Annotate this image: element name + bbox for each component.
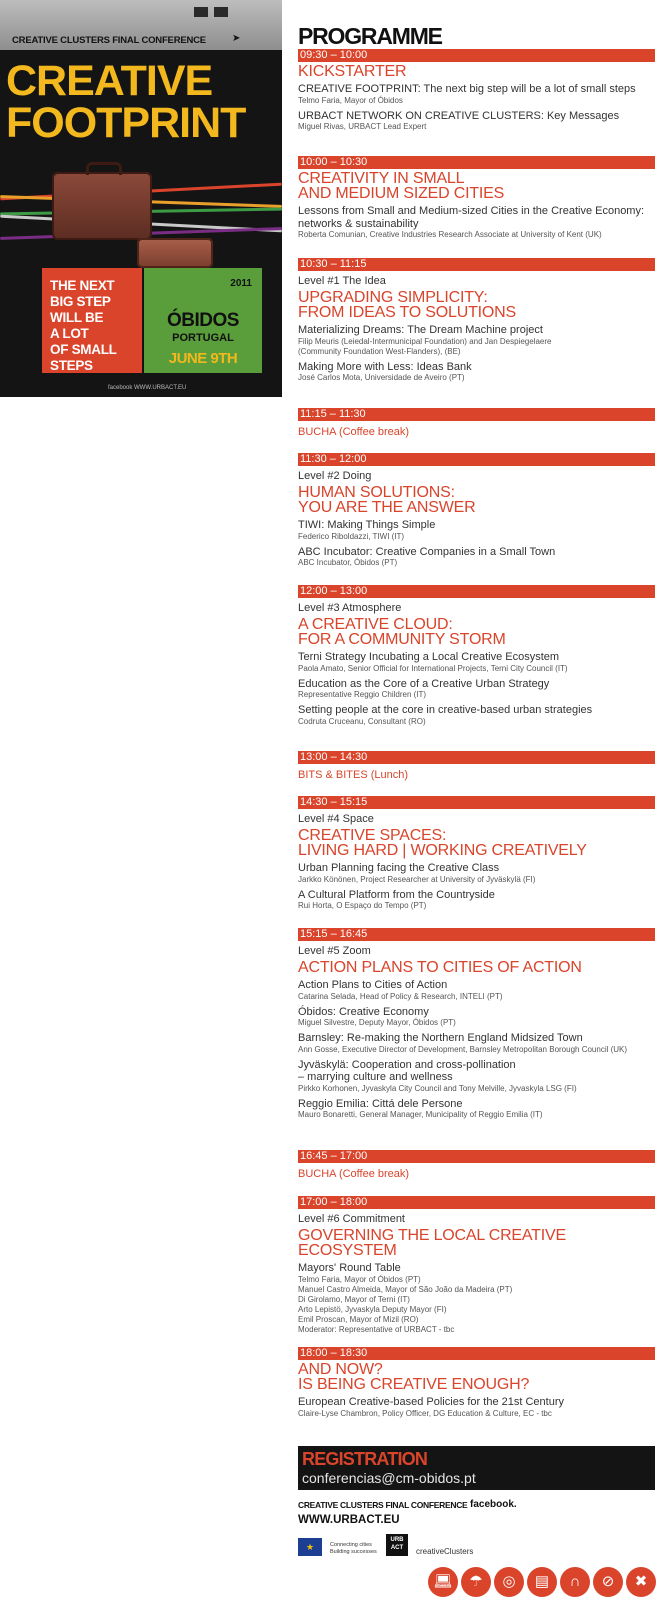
talk-speaker: Claire-Lyse Chambron, Policy Officer, DG Education & Culture, EC - tbc xyxy=(298,1408,552,1418)
session-heading-line: IS BEING CREATIVE ENOUGH? xyxy=(298,1376,530,1393)
talk-title: TIWI: Making Things Simple xyxy=(298,519,436,531)
cursor-arrow-icon: ➤ xyxy=(232,33,241,44)
venue-box xyxy=(144,268,262,373)
talk-speaker: Telmo Faria, Mayor of Óbidos (PT) xyxy=(298,1274,421,1284)
talk xyxy=(298,1059,655,1094)
registration-box xyxy=(298,1446,655,1490)
talk-title: – marrying culture and wellness xyxy=(298,1071,453,1083)
talk-speaker: Jarkko Könönen, Project Researcher at University of Jyväskylä (FI) xyxy=(298,874,536,884)
talk xyxy=(298,678,655,701)
poster-year: 2011 xyxy=(230,278,252,289)
talk-speaker: Miguel Rivas, URBACT Lead Expert xyxy=(298,122,427,131)
talk-title: ABC Incubator: Creative Companies in a Small Town xyxy=(298,545,556,558)
eu-flag-icon xyxy=(194,7,208,17)
level-label: Level #5 Zoom xyxy=(298,945,371,957)
time-bar: 12:00 – 13:00 xyxy=(298,585,655,598)
talk xyxy=(298,361,655,384)
talk xyxy=(298,1262,655,1335)
registration-email[interactable]: conferencias@cm-obidos.pt xyxy=(302,1470,476,1486)
headphones-icon: ∩ xyxy=(560,1567,590,1597)
session-heading-line: ECOSYSTEM xyxy=(298,1242,397,1259)
programme-title: PROGRAMME xyxy=(298,23,442,49)
talk-title: CREATIVE FOOTPRINT: The next big step will be a lot of small steps xyxy=(298,83,636,95)
talk xyxy=(298,704,655,727)
talk-title: European Creative-based Policies for the 21st Century xyxy=(298,1396,564,1408)
time-bar: 14:30 – 15:15 xyxy=(298,796,655,809)
talk xyxy=(298,651,655,674)
talk-title: Urban Planning facing the Creative Class xyxy=(298,862,500,874)
urbact-url[interactable]: WWW.URBACT.EU xyxy=(298,1514,400,1526)
poster-date: JUNE 9TH xyxy=(168,350,238,367)
session-heading-line: LIVING HARD | WORKING CREATIVELY xyxy=(298,842,587,859)
time-bar: 10:30 – 11:15 xyxy=(298,258,655,271)
talk xyxy=(298,1396,655,1419)
session-heading-line: A CREATIVE CLOUD: xyxy=(298,616,453,633)
session-heading-line: CREATIVITY IN SMALL xyxy=(298,170,465,187)
session-heading-line: ACTION PLANS TO CITIES OF ACTION xyxy=(298,959,582,976)
talk xyxy=(298,110,655,133)
session-heading-line: AND NOW? xyxy=(298,1361,383,1378)
talk-speaker: Moderator: Representative of URBACT - tbc xyxy=(298,1324,455,1334)
talk xyxy=(298,83,655,106)
talk-speaker: Catarina Selada, Head of Policy & Research, INTELI (PT) xyxy=(298,991,503,1001)
time-bar: 15:15 – 16:45 xyxy=(298,928,655,941)
poster-footer: facebook WWW.URBACT.EU xyxy=(108,385,187,391)
slogan-text: THE NEXT BIG STEP WILL BE A LOT OF SMALL STEPS xyxy=(50,278,117,373)
talk-speaker: Pirkko Korhonen, Jyvaskyla City Council and Tony Melville, Jyvaskyla LSG (FI) xyxy=(298,1083,577,1093)
talk-title: networks & sustainability xyxy=(298,217,419,230)
no-smoking-icon: ⊘ xyxy=(593,1567,623,1597)
level-label: Level #1 The Idea xyxy=(298,275,386,287)
programme-slot xyxy=(298,258,655,383)
session-heading xyxy=(298,617,655,647)
talk-title: Setting people at the core in creative-based urban strategies xyxy=(298,704,593,716)
session-heading-line: FROM IDEAS TO SOLUTIONS xyxy=(298,304,516,321)
programme-slot xyxy=(298,1347,655,1419)
talk-speaker: Arto Lepistö, Jyvaskyla Deputy Mayor (FI) xyxy=(298,1304,447,1314)
session-heading-line: HUMAN SOLUTIONS: xyxy=(298,484,455,501)
talk-speaker: Manuel Castro Almeida, Mayor of São João da Madeira (PT) xyxy=(298,1284,513,1294)
programme-slot xyxy=(298,751,655,781)
poster-title xyxy=(6,57,282,147)
partner-logo-row xyxy=(298,1534,473,1556)
talk xyxy=(298,205,655,240)
session-heading xyxy=(298,960,655,975)
poster-partner-logos xyxy=(194,7,268,17)
talk-title: Terni Strategy Incubating a Local Creative Ecosystem xyxy=(298,651,560,663)
talk xyxy=(298,979,655,1002)
session-heading-line: GOVERNING THE LOCAL CREATIVE xyxy=(298,1227,566,1244)
talk-speaker: ABC Incubator, Óbidos (PT) xyxy=(298,558,398,567)
suitcase-image xyxy=(137,238,213,268)
no-tool-icon: ✖ xyxy=(626,1567,656,1597)
session-heading xyxy=(298,64,655,79)
book-icon: ▤ xyxy=(527,1567,557,1597)
programme-slot xyxy=(298,585,655,727)
creative-clusters-logo xyxy=(234,7,268,17)
time-bar: 09:30 – 10:00 xyxy=(298,49,655,62)
session-heading xyxy=(298,290,655,320)
time-bar: 17:00 – 18:00 xyxy=(298,1196,655,1209)
talk-title: Óbidos: Creative Economy xyxy=(298,1005,429,1018)
footer-event-name: CREATIVE CLUSTERS FINAL CONFERENCE xyxy=(298,1500,468,1510)
programme-slot xyxy=(298,928,655,1120)
time-bar: 10:00 – 10:30 xyxy=(298,156,655,169)
programme-slot xyxy=(298,408,655,438)
laptop-icon: 💻︎ xyxy=(428,1567,458,1597)
session-heading-line: UPGRADING SIMPLICITY: xyxy=(298,289,488,306)
talk-speaker: Emil Proscan, Mayor of Mizil (RO) xyxy=(298,1314,419,1324)
talk-speaker: Codruta Cruceanu, Consultant (RO) xyxy=(298,716,426,726)
wifi-icon: ◎ xyxy=(494,1567,524,1597)
session-heading-line: FOR A COMMUNITY STORM xyxy=(298,631,506,648)
talk-title: A Cultural Platform from the Countryside xyxy=(298,888,495,901)
facility-icons xyxy=(428,1567,656,1597)
programme-slot xyxy=(298,1196,655,1335)
session-heading-line: KICKSTARTER xyxy=(298,63,407,80)
talk xyxy=(298,1032,655,1055)
talk-speaker: Rui Horta, O Espaço do Tempo (PT) xyxy=(298,901,427,910)
session-heading xyxy=(298,828,655,858)
registration-label: REGISTRATION xyxy=(302,1449,428,1469)
time-bar: 11:30 – 12:00 xyxy=(298,453,655,466)
level-label: Level #3 Atmosphere xyxy=(298,602,402,614)
talk-title: Education as the Core of a Creative Urban Strategy xyxy=(298,677,550,690)
talk-speaker: Federico Riboldazzi, TIWI (IT) xyxy=(298,531,405,541)
slogan-box xyxy=(42,268,142,373)
connecting-cities-text: Connecting cities Building successes xyxy=(330,1542,377,1555)
talk-speaker: Filip Meuris (Leiedal-Intermunicipal Foundation) and Jan Despiegelaere xyxy=(298,336,552,346)
talk-title: Making More with Less: Ideas Bank xyxy=(298,360,472,373)
talk-title: URBACT NETWORK ON CREATIVE CLUSTERS: Key Messages xyxy=(298,109,620,122)
eu-flag-icon: ★ xyxy=(298,1538,322,1556)
time-bar: 16:45 – 17:00 xyxy=(298,1150,655,1163)
programme-slot xyxy=(298,49,655,132)
talk-speaker: Representative Reggio Children (IT) xyxy=(298,690,427,699)
talk-title: Jyväskylä: Cooperation and cross-pollination xyxy=(298,1058,516,1071)
talk-speaker: (Community Foundation West-Flanders), (BE) xyxy=(298,346,461,356)
talk xyxy=(298,324,655,357)
talk xyxy=(298,862,655,885)
time-bar: 13:00 – 14:30 xyxy=(298,751,655,764)
poster-title-line: FOOTPRINT xyxy=(6,99,246,147)
conference-poster xyxy=(0,0,282,397)
session-heading xyxy=(298,1362,655,1392)
talk xyxy=(298,519,655,542)
talk-speaker: Miguel Silvestre, Deputy Mayor, Óbidos (PT) xyxy=(298,1018,456,1027)
talk-title: Barnsley: Re-making the Northern England Midsized Town xyxy=(298,1032,583,1044)
session-heading xyxy=(298,171,655,201)
programme-slot xyxy=(298,796,655,911)
break-label: BUCHA (Coffee break) xyxy=(298,426,410,438)
break-label: BITS & BITES (Lunch) xyxy=(298,769,409,781)
time-bar: 18:00 – 18:30 xyxy=(298,1347,655,1360)
session-heading-line: CREATIVE SPACES: xyxy=(298,827,447,844)
programme-slot xyxy=(298,1150,655,1180)
creative-clusters-logo: creativeClusters xyxy=(416,1547,474,1556)
session-heading xyxy=(298,1228,655,1258)
session-heading xyxy=(298,485,655,515)
session-heading-line: YOU ARE THE ANSWER xyxy=(298,499,476,516)
talk-speaker: Ann Gosse, Executive Director of Development, Barnsley Metropolitan Borough Council (UK) xyxy=(298,1044,628,1054)
talk-title: Lessons from Small and Medium-sized Cities in the Creative Economy: xyxy=(298,205,645,217)
umbrella-icon: ☂ xyxy=(461,1567,491,1597)
talk-speaker: Telmo Faria, Mayor of Óbidos xyxy=(298,95,403,105)
facebook-link[interactable]: facebook. xyxy=(470,1499,517,1510)
suitcase-image xyxy=(52,172,152,240)
talk xyxy=(298,1098,655,1121)
talk-title: Action Plans to Cities of Action xyxy=(298,979,448,991)
talk-speaker: Mauro Bonaretti, General Manager, Municipality of Reggio Emilia (IT) xyxy=(298,1110,543,1119)
level-label: Level #2 Doing xyxy=(298,470,372,482)
talk xyxy=(298,1006,655,1029)
poster-title-line: CREATIVE xyxy=(6,57,213,105)
talk-speaker: Di Girolamo, Mayor of Terni (IT) xyxy=(298,1294,410,1304)
poster-country: PORTUGAL xyxy=(172,332,234,344)
talk-title: Mayors' Round Table xyxy=(298,1262,401,1274)
programme-slot xyxy=(298,156,655,240)
talk-title: Materializing Dreams: The Dream Machine project xyxy=(298,324,543,336)
poster-city: ÓBIDOS xyxy=(167,310,239,331)
poster-event-name: CREATIVE CLUSTERS FINAL CONFERENCE xyxy=(12,35,206,46)
session-heading-line: AND MEDIUM SIZED CITIES xyxy=(298,185,505,202)
talk-speaker: José Carlos Mota, Universidade de Aveiro (PT) xyxy=(298,373,465,382)
talk xyxy=(298,889,655,912)
level-label: Level #6 Commitment xyxy=(298,1213,405,1225)
break-label: BUCHA (Coffee break) xyxy=(298,1168,410,1180)
talk-speaker: Paola Amato, Senior Official for International Projects, Terni City Council (IT) xyxy=(298,663,568,673)
urbact-logo: URB ACT xyxy=(386,1534,408,1556)
talk-speaker: Roberta Comunian, Creative Industries Research Associate at University of Kent (UK) xyxy=(298,230,602,239)
urbact-logo-icon xyxy=(214,7,228,17)
time-bar: 11:15 – 11:30 xyxy=(298,408,655,421)
programme-slot xyxy=(298,453,655,568)
level-label: Level #4 Space xyxy=(298,813,374,825)
talk-title: Reggio Emilia: Cittá dele Persone xyxy=(298,1097,463,1110)
talk xyxy=(298,546,655,569)
